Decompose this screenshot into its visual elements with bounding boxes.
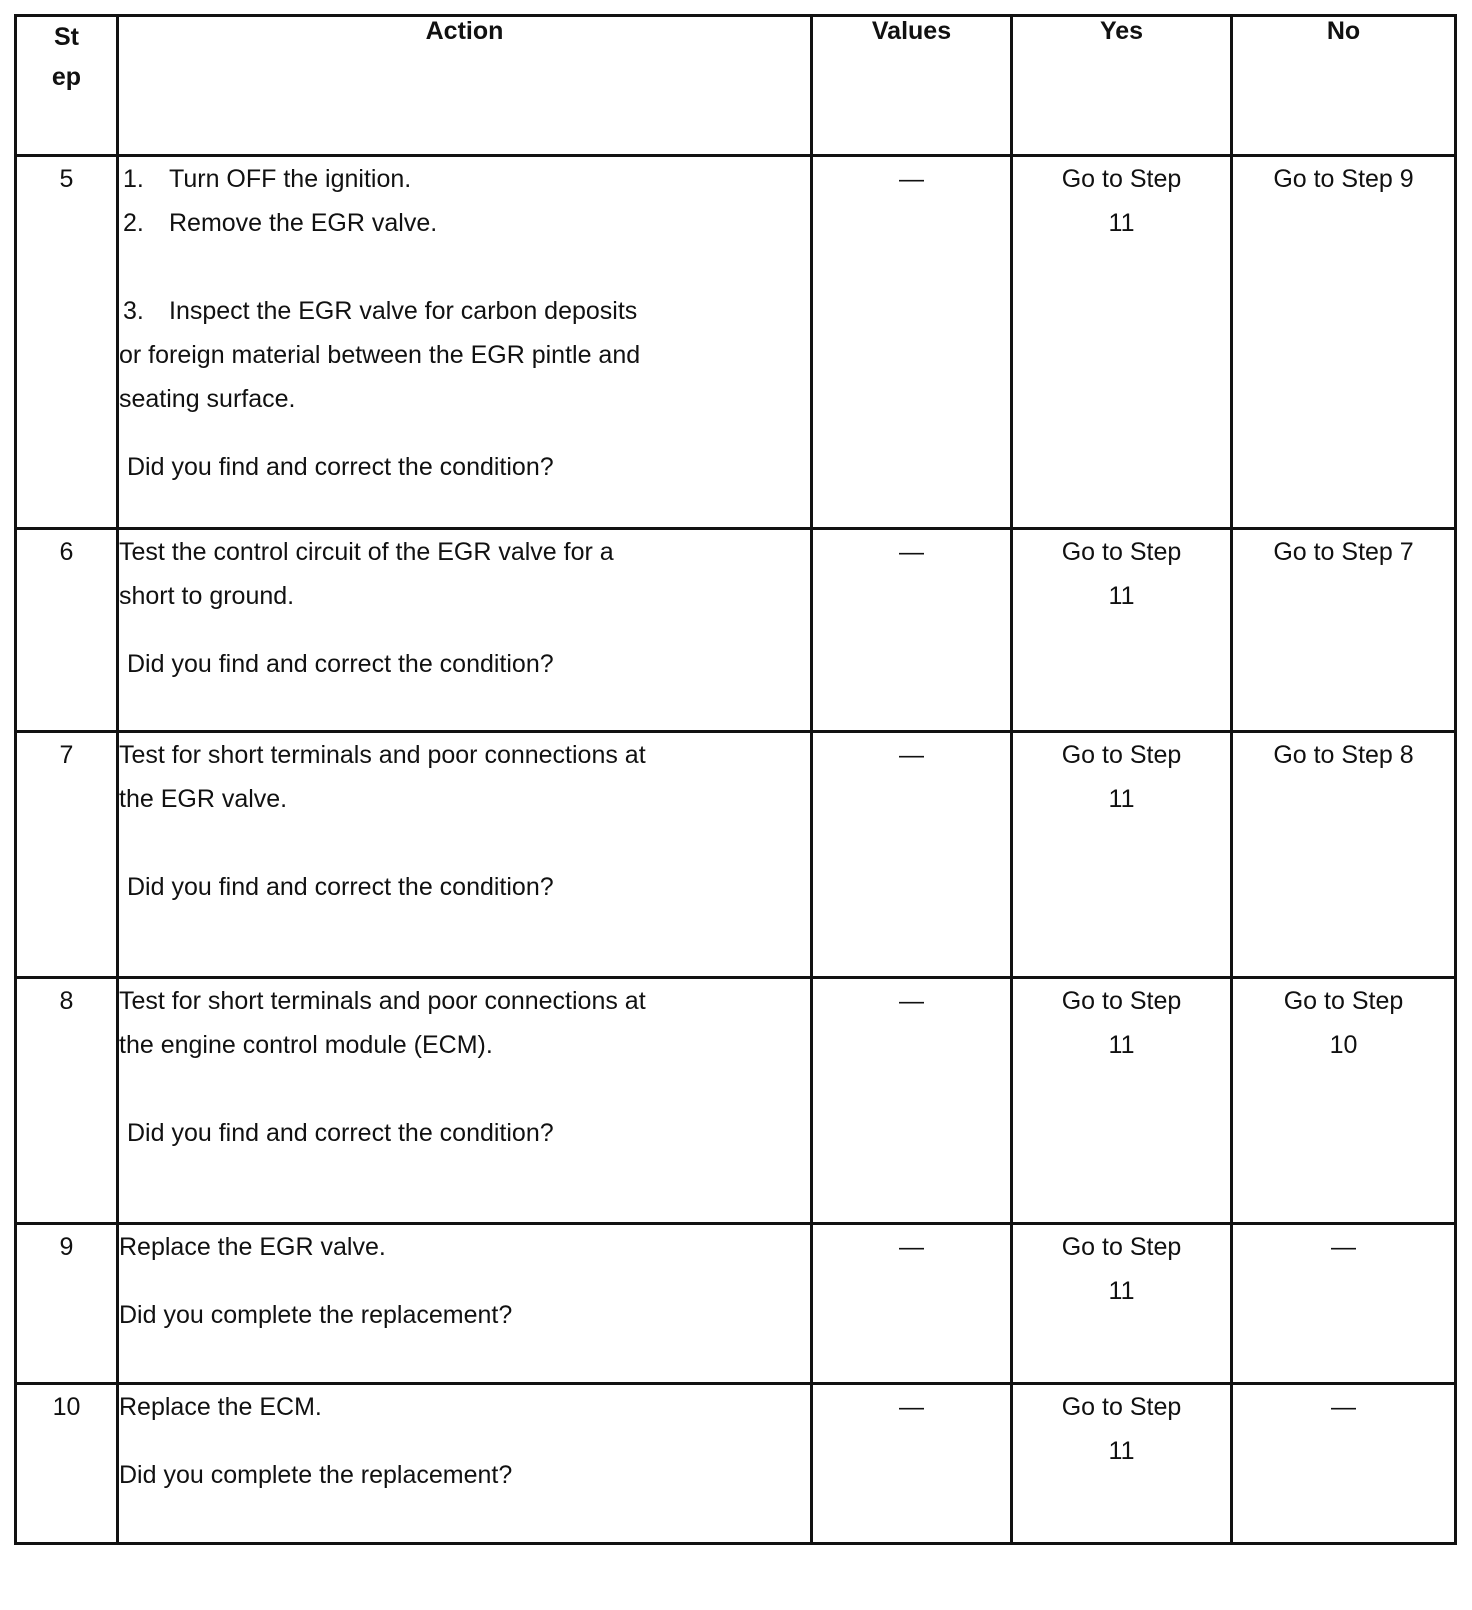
no-cell: Go to Step 10 <box>1232 978 1456 1224</box>
yes-cell: Go to Step 11 <box>1012 978 1232 1224</box>
table-row <box>16 156 1456 529</box>
action-question: Did you find and correct the condition? <box>127 1119 554 1147</box>
action-line: Replace the EGR valve. <box>119 1233 386 1261</box>
action-line: the EGR valve. <box>119 785 288 813</box>
action-question: Did you complete the replacement? <box>119 1461 513 1489</box>
action-line: 1. Turn OFF the ignition. <box>123 165 412 193</box>
header-action: Action <box>118 16 812 156</box>
table-row <box>16 529 1456 732</box>
action-cell <box>118 1224 812 1384</box>
header-row <box>16 16 1456 156</box>
action-line: Test the control circuit of the EGR valve for a <box>119 538 614 566</box>
action-line: short to ground. <box>119 582 295 610</box>
action-line: or foreign material between the EGR pintle and <box>119 341 641 369</box>
header-step-line1: St <box>54 23 79 51</box>
action-line: Test for short terminals and poor connections at <box>119 987 646 1015</box>
values-cell: — <box>812 732 1012 978</box>
header-step-line2: ep <box>51 63 82 91</box>
action-cell <box>118 156 812 529</box>
no-cell: Go to Step 8 <box>1232 732 1456 978</box>
header-no: No <box>1232 16 1456 156</box>
step-number: 5 <box>16 156 118 529</box>
step-number: 9 <box>16 1224 118 1384</box>
yes-cell: Go to Step 11 <box>1012 1224 1232 1384</box>
no-cell: — <box>1232 1384 1456 1544</box>
action-cell <box>118 732 812 978</box>
header-yes: Yes <box>1012 16 1232 156</box>
action-cell <box>118 1384 812 1544</box>
action-line: 2. Remove the EGR valve. <box>123 209 438 237</box>
action-line: seating surface. <box>119 385 296 413</box>
no-cell: — <box>1232 1224 1456 1384</box>
action-line: the engine control module (ECM). <box>119 1031 493 1059</box>
action-cell <box>118 529 812 732</box>
header-step <box>16 16 118 156</box>
yes-cell: Go to Step 11 <box>1012 529 1232 732</box>
step-number: 6 <box>16 529 118 732</box>
action-cell <box>118 978 812 1224</box>
action-question: Did you find and correct the condition? <box>127 453 554 481</box>
action-question: Did you find and correct the condition? <box>127 873 554 901</box>
values-cell: — <box>812 1224 1012 1384</box>
table-row <box>16 732 1456 978</box>
action-line: 3. Inspect the EGR valve for carbon deposits <box>123 297 638 325</box>
action-line: Replace the ECM. <box>119 1393 322 1421</box>
values-cell: — <box>812 156 1012 529</box>
table-row <box>16 978 1456 1224</box>
yes-cell: Go to Step 11 <box>1012 156 1232 529</box>
action-line: Test for short terminals and poor connections at <box>119 741 646 769</box>
step-number: 7 <box>16 732 118 978</box>
step-number: 8 <box>16 978 118 1224</box>
yes-cell: Go to Step 11 <box>1012 732 1232 978</box>
table-row <box>16 1384 1456 1544</box>
no-cell: Go to Step 7 <box>1232 529 1456 732</box>
action-question: Did you complete the replacement? <box>119 1301 513 1329</box>
values-cell: — <box>812 1384 1012 1544</box>
header-values: Values <box>812 16 1012 156</box>
step-number: 10 <box>16 1384 118 1544</box>
yes-cell: Go to Step 11 <box>1012 1384 1232 1544</box>
values-cell: — <box>812 529 1012 732</box>
table-row <box>16 1224 1456 1384</box>
no-cell: Go to Step 9 <box>1232 156 1456 529</box>
values-cell: — <box>812 978 1012 1224</box>
action-question: Did you find and correct the condition? <box>127 650 554 678</box>
diagnostic-steps-table <box>14 14 1457 1545</box>
